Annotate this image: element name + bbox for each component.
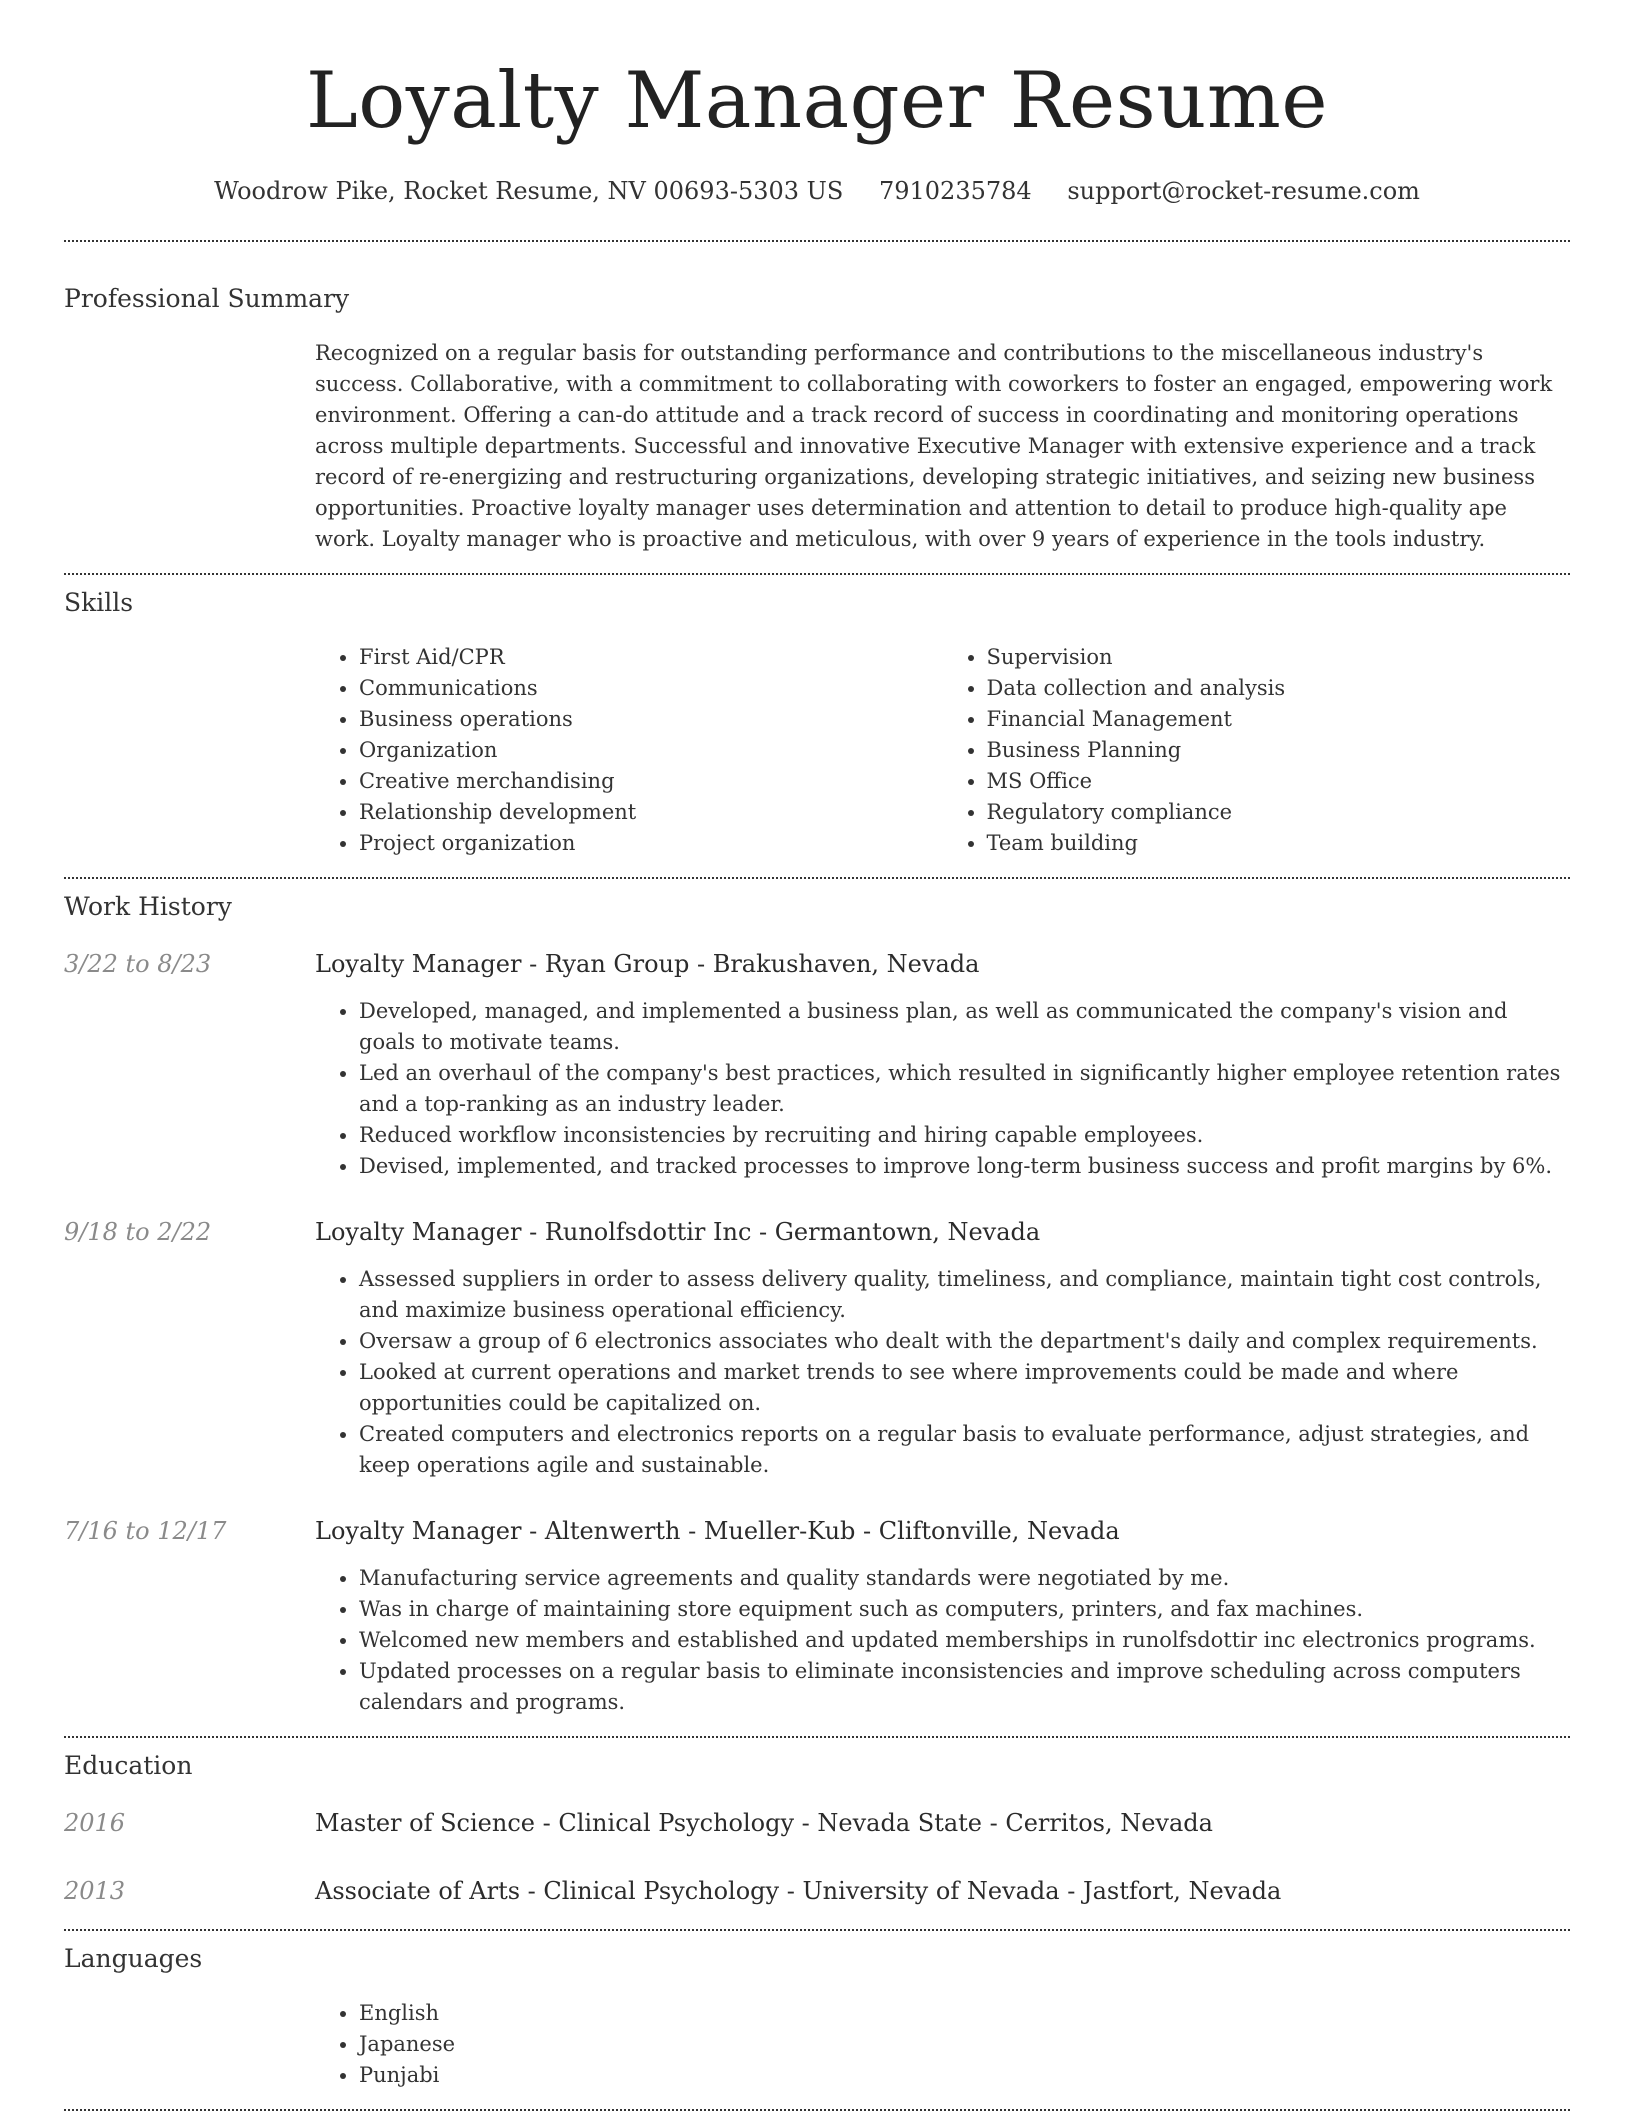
education-year: 2013 [64, 1877, 126, 1905]
skill-item: • Business Planning [987, 735, 1571, 766]
resume-page [64, 0, 1570, 2111]
job-bullet: • Devised, implemented, and tracked processes to improve long-term business success and profit margins by 6%. [359, 1151, 1570, 1182]
section-heading-work: Work History [64, 892, 232, 921]
job-dates: 9/18 to 2/22 [64, 1218, 212, 1246]
skill-item: • First Aid/CPR [359, 642, 943, 673]
contact-phone: 7910235784 [878, 177, 1032, 205]
job-dates: 7/16 to 12/17 [64, 1517, 227, 1545]
education-section [64, 1738, 1570, 1907]
skill-item: • Relationship development [359, 797, 943, 828]
page-title: Loyalty Manager Resume [305, 56, 1329, 146]
job-title: Loyalty Manager - Ryan Group - Brakushaven, Nevada [315, 950, 980, 978]
contact-line [64, 176, 1570, 206]
education-entry [64, 1875, 1570, 1907]
contact-email: support@rocket-resume.com [1067, 177, 1420, 205]
skills-section [64, 575, 1570, 859]
education-degree: Associate of Arts - Clinical Psychology - University of Nevada - Jastfort, Nevada [315, 1877, 1282, 1905]
summary-section [64, 242, 1570, 555]
job-bullets [315, 1563, 1570, 1718]
summary-text: Recognized on a regular basis for outstanding performance and contributions to the miscellaneous industry's success. Collaborative, with a commitment to collaborating with coworkers to foster an engaged, empowering work environment. Offering a can-do attitude and a track record of success in coordinating and monitoring operations across multiple departments. Successful and innovative Executive Manager with extensive experience and a track record of re-energizing and restructuring organizations, developing strategic initiatives, and seizing new business opportunities. Proactive loyalty manager uses determination and attention to detail to produce high-quality ape work. Loyalty manager who is proactive and meticulous, with over 9 years of experience in the tools industry. [315, 341, 1553, 551]
job-bullet: • Updated processes on a regular basis to eliminate inconsistencies and improve scheduling across computers calendars and programs. [359, 1656, 1570, 1718]
skill-item: • Regulatory compliance [987, 797, 1571, 828]
language-item: • Punjabi [359, 2060, 1570, 2091]
job-entry [64, 948, 1570, 1182]
section-heading-skills: Skills [64, 588, 134, 617]
education-degree: Master of Science - Clinical Psychology - Nevada State - Cerritos, Nevada [315, 1809, 1213, 1837]
work-section [64, 879, 1570, 1718]
skills-list-right [943, 642, 1571, 859]
job-bullet: • Looked at current operations and market trends to see where improvements could be made and where opportunities could be capitalized on. [359, 1357, 1570, 1419]
section-heading-education: Education [64, 1751, 193, 1780]
job-bullet: • Manufacturing service agreements and quality standards were negotiated by me. [359, 1563, 1570, 1594]
skill-item: • Data collection and analysis [987, 673, 1571, 704]
section-heading-summary: Professional Summary [64, 284, 350, 313]
job-bullet: • Welcomed new members and established and updated memberships in runolfsdottir inc electronics programs. [359, 1625, 1570, 1656]
job-bullet: • Reduced workflow inconsistencies by recruiting and hiring capable employees. [359, 1120, 1570, 1151]
job-bullet: • Oversaw a group of 6 electronics associates who dealt with the department's daily and complex requirements. [359, 1326, 1570, 1357]
skill-item: • Organization [359, 735, 943, 766]
contact-address: Woodrow Pike, Rocket Resume, NV 00693-5303 US [214, 177, 844, 205]
section-heading-languages: Languages [64, 1944, 203, 1973]
section-divider [64, 2109, 1570, 2111]
job-bullet: • Developed, managed, and implemented a business plan, as well as communicated the company's vision and goals to motivate teams. [359, 996, 1570, 1058]
education-entry [64, 1807, 1570, 1839]
job-bullet: • Assessed suppliers in order to assess delivery quality, timeliness, and compliance, maintain tight cost controls, and maximize business operational efficiency. [359, 1264, 1570, 1326]
skill-item: • Supervision [987, 642, 1571, 673]
skills-list-left [315, 642, 943, 859]
job-title: Loyalty Manager - Altenwerth - Mueller-Kub - Cliftonville, Nevada [315, 1517, 1120, 1545]
job-bullets [315, 996, 1570, 1182]
job-dates: 3/22 to 8/23 [64, 950, 212, 978]
job-bullet: • Created computers and electronics reports on a regular basis to evaluate performance, adjust strategies, and keep operations agile and sustainable. [359, 1419, 1570, 1481]
skill-item: • Project organization [359, 828, 943, 859]
education-year: 2016 [64, 1809, 126, 1837]
language-item: • Japanese [359, 2029, 1570, 2060]
skill-item: • Team building [987, 828, 1571, 859]
job-title: Loyalty Manager - Runolfsdottir Inc - Germantown, Nevada [315, 1218, 1041, 1246]
languages-section [64, 1931, 1570, 2091]
skill-item: • Communications [359, 673, 943, 704]
job-entry [64, 1216, 1570, 1481]
skill-item: • Business operations [359, 704, 943, 735]
job-bullet: • Was in charge of maintaining store equipment such as computers, printers, and fax machines. [359, 1594, 1570, 1625]
job-bullets [315, 1264, 1570, 1481]
language-item: • English [359, 1998, 1570, 2029]
skill-item: • Financial Management [987, 704, 1571, 735]
languages-list [315, 1998, 1570, 2091]
skill-item: • Creative merchandising [359, 766, 943, 797]
skill-item: • MS Office [987, 766, 1571, 797]
job-bullet: • Led an overhaul of the company's best practices, which resulted in significantly higher employee retention rates and a top-ranking as an industry leader. [359, 1058, 1570, 1120]
job-entry [64, 1515, 1570, 1718]
